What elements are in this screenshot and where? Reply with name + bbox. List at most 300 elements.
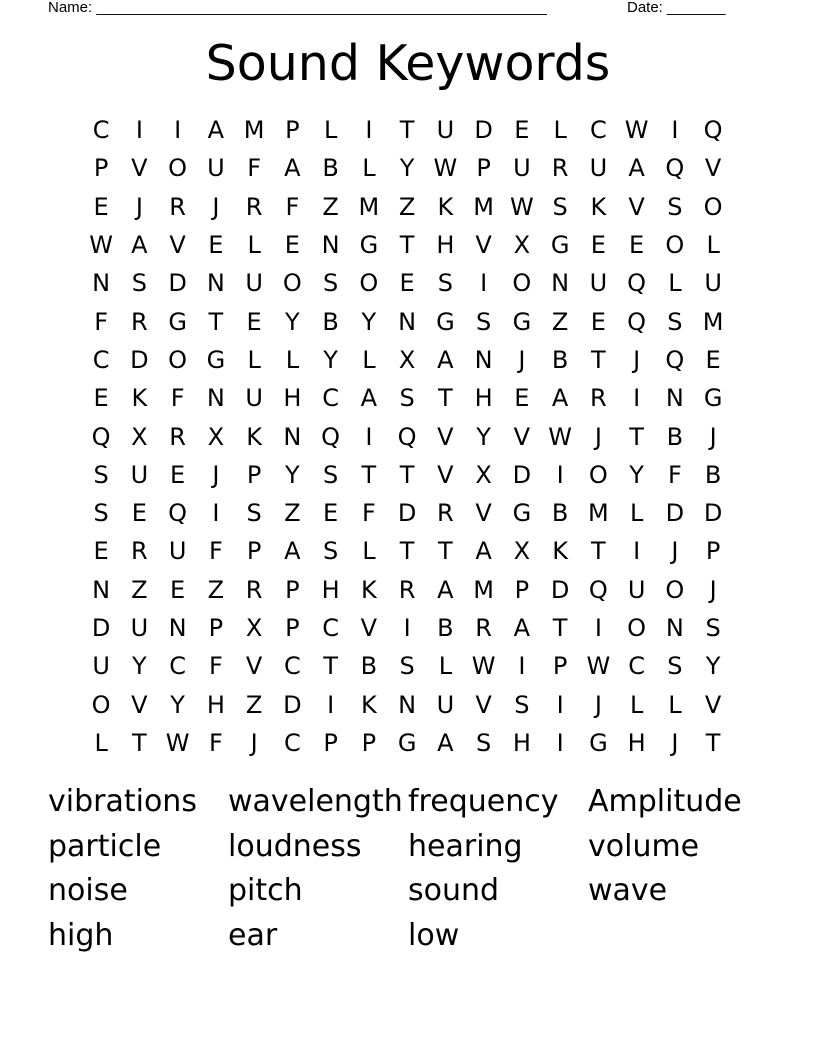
grid-letter: M	[243, 116, 265, 145]
grid-letter: I	[556, 690, 564, 719]
grid-letter: S	[667, 192, 683, 221]
grid-letter: R	[551, 154, 569, 183]
word-bank-item: pitch	[228, 873, 303, 908]
grid-letter: V	[131, 690, 148, 719]
grid-letter: F	[361, 499, 376, 528]
grid-letter: X	[245, 614, 263, 642]
grid-letter: R	[245, 575, 263, 604]
grid-letter: H	[206, 690, 225, 719]
grid-letter: P	[246, 460, 262, 489]
grid-letter: V	[131, 154, 148, 183]
name-field: Name: ______________________________________________________	[48, 0, 547, 16]
grid-letter: P	[476, 154, 491, 183]
grid-letter: A	[513, 614, 531, 642]
grid-letter: Q	[665, 345, 685, 374]
grid-letter: S	[399, 652, 415, 681]
grid-letter: Y	[132, 652, 147, 681]
grid-letter: G	[703, 384, 723, 413]
grid-letter: V	[360, 614, 378, 642]
grid-letter: T	[629, 422, 644, 451]
grid-letter: U	[627, 575, 646, 604]
word-bank-item: vibrations	[48, 784, 197, 819]
grid-letter: Z	[245, 690, 263, 719]
grid-letter: G	[512, 307, 532, 336]
grid-letter: G	[359, 231, 379, 260]
grid-letter: S	[323, 460, 339, 489]
grid-letter: V	[437, 460, 454, 489]
grid-letter: P	[705, 537, 721, 566]
grid-letter: X	[398, 345, 416, 374]
grid-letter: U	[130, 460, 149, 489]
grid-letter: B	[551, 499, 569, 528]
grid-letter: N	[168, 614, 187, 642]
grid-letter: I	[633, 384, 641, 413]
grid-letter: W	[165, 728, 190, 757]
grid-letter: J	[594, 422, 602, 451]
grid-letter: Q	[703, 116, 723, 145]
grid-letter: E	[514, 384, 530, 413]
grid-letter: N	[398, 690, 417, 719]
page-title: Sound Keywords	[205, 35, 611, 92]
grid-letter: A	[284, 154, 301, 183]
grid-letter: L	[629, 499, 644, 528]
grid-letter: O	[282, 269, 302, 298]
grid-letter: L	[668, 269, 682, 298]
grid-letter: T	[323, 652, 338, 681]
grid-letter: S	[323, 537, 339, 566]
grid-letter: Y	[285, 460, 300, 489]
grid-letter: C	[169, 652, 186, 681]
grid-letter: I	[671, 116, 679, 145]
grid-letter: O	[703, 192, 723, 221]
grid-letter: J	[135, 192, 143, 221]
grid-letter: R	[590, 384, 607, 413]
grid-letter: A	[207, 116, 225, 145]
grid-letter: Z	[322, 192, 339, 221]
grid-letter: L	[94, 728, 108, 757]
grid-letter: E	[590, 307, 606, 336]
date-field: Date: _______	[627, 0, 726, 16]
grid-letter: L	[323, 116, 338, 145]
grid-letter: T	[438, 537, 453, 566]
grid-letter: V	[704, 154, 722, 183]
grid-letter: C	[322, 384, 339, 413]
grid-letter: B	[704, 460, 722, 489]
word-bank-item: particle	[48, 828, 162, 864]
grid-letter: W	[624, 116, 649, 145]
grid-letter: N	[474, 345, 493, 374]
grid-letter: I	[480, 269, 488, 298]
grid-letter: P	[246, 537, 262, 566]
grid-letter: P	[285, 614, 300, 642]
grid-letter: J	[212, 192, 220, 221]
word-bank-item: noise	[48, 873, 128, 908]
grid-letter: V	[475, 499, 492, 528]
grid-letter: Y	[476, 422, 491, 451]
grid-letter: J	[594, 690, 602, 719]
grid-letter: B	[437, 614, 454, 642]
grid-letter: S	[476, 307, 492, 336]
grid-letter: T	[591, 537, 606, 566]
grid-letter: E	[284, 231, 300, 260]
grid-letter: U	[513, 154, 531, 183]
grid-letter: Y	[323, 345, 338, 374]
word-bank-item: frequency	[408, 784, 559, 819]
grid-letter: D	[665, 499, 685, 528]
grid-letter: X	[131, 422, 148, 451]
grid-letter: O	[91, 690, 111, 719]
grid-letter: X	[207, 422, 225, 451]
grid-letter: P	[514, 575, 530, 604]
grid-letter: V	[475, 231, 492, 260]
grid-letter: E	[323, 499, 339, 528]
grid-letter: Y	[170, 690, 185, 719]
grid-letter: U	[168, 537, 187, 566]
grid-letter: M	[702, 307, 724, 336]
grid-letter: B	[360, 652, 378, 681]
grid-letter: T	[399, 116, 415, 145]
word-bank-item: loudness	[228, 828, 362, 864]
grid-letter: W	[433, 154, 458, 183]
grid-letter: N	[206, 269, 225, 298]
grid-letter: R	[475, 614, 492, 642]
grid-letter: I	[212, 499, 220, 528]
grid-letter: G	[436, 307, 455, 336]
grid-letter: E	[93, 384, 109, 413]
grid-letter: Y	[361, 307, 377, 336]
grid-letter: T	[399, 537, 415, 566]
grid-letter: S	[667, 307, 683, 336]
grid-letter: L	[629, 690, 644, 719]
grid-letter: N	[665, 384, 684, 413]
word-bank-item: hearing	[408, 828, 523, 864]
grid-letter: S	[93, 460, 109, 489]
grid-letter: Q	[321, 422, 341, 451]
grid-letter: A	[437, 728, 454, 757]
grid-letter: E	[399, 269, 415, 298]
grid-letter: A	[284, 537, 301, 566]
grid-letter: F	[247, 154, 262, 183]
grid-letter: U	[436, 690, 455, 719]
grid-letter: Q	[627, 269, 647, 298]
grid-letter: K	[361, 690, 377, 719]
grid-letter: S	[667, 652, 683, 681]
grid-letter: U	[92, 652, 110, 681]
grid-letter: F	[285, 192, 300, 221]
grid-letter: Z	[284, 499, 301, 528]
grid-letter: O	[665, 231, 685, 260]
grid-letter: J	[633, 345, 641, 374]
grid-letter: O	[627, 614, 647, 642]
grid-letter: K	[246, 422, 262, 451]
grid-letter: F	[170, 384, 185, 413]
grid-letter: C	[322, 614, 339, 642]
grid-letter: O	[665, 575, 685, 604]
grid-letter: T	[208, 307, 224, 336]
grid-letter: P	[93, 154, 109, 183]
grid-letter: Y	[399, 154, 415, 183]
grid-letter: U	[130, 614, 149, 642]
grid-letter: H	[512, 728, 531, 757]
grid-letter: X	[513, 231, 531, 260]
grid-letter: I	[365, 422, 373, 451]
grid-letter: U	[704, 269, 722, 298]
grid-letter: N	[551, 269, 570, 298]
word-bank-item: volume	[588, 828, 700, 864]
grid-letter: L	[362, 537, 376, 566]
grid-letter: B	[322, 154, 339, 183]
grid-letter: Q	[588, 575, 608, 604]
grid-letter: D	[283, 690, 302, 719]
grid-letter: J	[709, 575, 717, 604]
grid-letter: T	[361, 460, 377, 489]
grid-letter: J	[671, 537, 679, 566]
grid-letter: V	[245, 652, 263, 681]
grid-letter: V	[475, 690, 492, 719]
grid-letter: N	[92, 269, 111, 298]
grid-letter: D	[474, 116, 493, 145]
grid-letter: I	[518, 652, 526, 681]
grid-letter: T	[438, 384, 453, 413]
grid-letter: V	[628, 192, 645, 221]
grid-letter: L	[438, 652, 453, 681]
grid-letter: P	[552, 652, 568, 681]
grid-letter: O	[588, 460, 608, 489]
grid-letter: G	[512, 499, 532, 528]
grid-letter: P	[208, 614, 224, 642]
grid-letter: M	[473, 575, 494, 604]
grid-letter: Z	[131, 575, 148, 604]
grid-letter: I	[174, 116, 182, 145]
grid-letter: R	[245, 192, 263, 221]
grid-letter: X	[513, 537, 531, 566]
grid-letter: Q	[168, 499, 188, 528]
header-line	[0, 0, 816, 22]
grid-letter: N	[398, 307, 417, 336]
grid-letter: E	[590, 231, 606, 260]
grid-letter: R	[437, 499, 454, 528]
grid-letter: S	[437, 269, 453, 298]
grid-letter: J	[518, 345, 526, 374]
grid-letter: Z	[207, 575, 225, 604]
grid-letter: L	[706, 231, 720, 260]
grid-letter: E	[170, 460, 186, 489]
grid-letter: Q	[665, 154, 685, 183]
grid-letter: K	[437, 192, 454, 221]
grid-letter: P	[361, 728, 377, 757]
grid-letter: J	[250, 728, 258, 757]
grid-letter: S	[705, 614, 721, 642]
grid-letter: T	[705, 728, 721, 757]
grid-letter: Q	[91, 422, 111, 451]
grid-letter: J	[671, 728, 679, 757]
grid-letter: D	[550, 575, 570, 604]
grid-letter: B	[551, 345, 569, 374]
grid-letter: A	[360, 384, 378, 413]
grid-letter: M	[473, 192, 494, 221]
grid-letter: Y	[629, 460, 644, 489]
grid-letter: G	[206, 345, 226, 374]
grid-letter: S	[93, 499, 109, 528]
grid-letter: L	[362, 345, 376, 374]
grid-letter: C	[628, 652, 645, 681]
grid-letter: E	[246, 307, 262, 336]
grid-letter: S	[552, 192, 568, 221]
grid-letter: D	[130, 345, 149, 374]
grid-letter: W	[89, 231, 113, 260]
grid-letter: C	[92, 116, 110, 145]
grid-letter: N	[283, 422, 302, 451]
grid-letter: P	[285, 116, 300, 145]
grid-letter: A	[437, 575, 454, 604]
grid-letter: C	[283, 728, 301, 757]
grid-letter: E	[629, 231, 645, 260]
grid-letter: B	[322, 307, 339, 336]
word-bank-item: wave	[588, 873, 668, 908]
grid-letter: G	[397, 728, 417, 757]
grid-letter: E	[93, 537, 109, 566]
grid-letter: A	[475, 537, 492, 566]
grid-letter: E	[514, 116, 530, 145]
grid-letter: W	[510, 192, 534, 221]
grid-letter: I	[135, 116, 143, 145]
grid-letter: L	[362, 154, 376, 183]
grid-letter: R	[131, 307, 148, 336]
grid-letter: D	[703, 499, 723, 528]
grid-letter: E	[131, 499, 147, 528]
grid-letter: F	[94, 307, 109, 336]
grid-letter: O	[512, 269, 532, 298]
grid-letter: V	[513, 422, 531, 451]
grid-letter: F	[208, 652, 223, 681]
grid-letter: V	[437, 422, 454, 451]
word-bank-item: wavelength	[228, 784, 403, 819]
grid-letter: D	[397, 499, 417, 528]
grid-letter: T	[399, 460, 415, 489]
grid-letter: D	[512, 460, 532, 489]
grid-letter: X	[475, 460, 492, 489]
grid-letter: M	[588, 499, 609, 528]
grid-letter: H	[436, 231, 455, 260]
grid-letter: I	[403, 614, 411, 642]
grid-letter: G	[168, 307, 187, 336]
grid-letter: Q	[627, 307, 647, 336]
grid-letter: T	[552, 614, 568, 642]
grid-letter: I	[556, 728, 564, 757]
word-bank-item: high	[48, 917, 114, 953]
grid-letter: G	[550, 231, 570, 260]
grid-letter: K	[552, 537, 568, 566]
grid-letter: K	[131, 384, 148, 413]
grid-letter: A	[628, 154, 645, 183]
grid-letter: T	[132, 728, 147, 757]
grid-letter: W	[471, 652, 496, 681]
grid-letter: R	[131, 537, 148, 566]
grid-letter: H	[321, 575, 340, 604]
grid-letter: I	[633, 537, 641, 566]
grid-letter: E	[93, 192, 109, 221]
grid-letter: U	[207, 154, 225, 183]
grid-letter: N	[665, 614, 684, 642]
word-bank-item: Amplitude	[588, 784, 742, 819]
word-bank-item: sound	[408, 873, 500, 908]
grid-letter: S	[514, 690, 530, 719]
grid-letter: L	[553, 116, 567, 145]
grid-letter: L	[247, 345, 261, 374]
grid-letter: C	[589, 116, 607, 145]
word-bank-item: ear	[228, 917, 278, 953]
grid-letter: T	[591, 345, 606, 374]
grid-letter: R	[398, 575, 416, 604]
grid-letter: F	[208, 728, 223, 757]
grid-letter: W	[548, 422, 572, 451]
grid-letter: U	[245, 384, 263, 413]
grid-letter: C	[283, 652, 301, 681]
grid-letter: H	[627, 728, 646, 757]
grid-letter: H	[474, 384, 493, 413]
grid-letter: N	[321, 231, 340, 260]
grid-letter: I	[556, 460, 564, 489]
grid-letter: D	[91, 614, 111, 642]
grid-letter: B	[666, 422, 684, 451]
grid-letter: H	[283, 384, 302, 413]
grid-letter: M	[358, 192, 380, 221]
grid-letter: G	[589, 728, 608, 757]
grid-letter: T	[399, 231, 415, 260]
grid-letter: O	[168, 154, 188, 183]
grid-letter: C	[92, 345, 110, 374]
grid-letter: P	[285, 575, 300, 604]
grid-letter: I	[594, 614, 602, 642]
grid-letter: L	[285, 345, 300, 374]
grid-letter: A	[437, 345, 454, 374]
grid-letter: Z	[551, 307, 569, 336]
grid-letter: S	[131, 269, 147, 298]
grid-letter: Y	[705, 652, 721, 681]
word-bank-item: low	[408, 917, 460, 953]
grid-letter: U	[245, 269, 263, 298]
grid-letter: F	[667, 460, 682, 489]
grid-letter: I	[365, 116, 373, 145]
grid-letter: N	[206, 384, 225, 413]
grid-letter: O	[168, 345, 188, 374]
grid-letter: I	[327, 690, 335, 719]
grid-letter: J	[212, 460, 220, 489]
grid-letter: P	[323, 728, 338, 757]
grid-letter: V	[169, 231, 186, 260]
grid-letter: N	[92, 575, 111, 604]
grid-letter: U	[589, 154, 608, 183]
grid-letter: Z	[398, 192, 416, 221]
grid-letter: O	[359, 269, 379, 298]
grid-letter: W	[586, 652, 611, 681]
grid-letter: S	[476, 728, 492, 757]
grid-letter: S	[323, 269, 339, 298]
grid-letter: E	[208, 231, 224, 260]
grid-letter: S	[399, 384, 415, 413]
grid-letter: R	[169, 422, 186, 451]
grid-letter: A	[131, 231, 148, 260]
grid-letter: F	[208, 537, 223, 566]
grid-letter: V	[704, 690, 722, 719]
grid-letter: K	[361, 575, 377, 604]
grid-letter: S	[246, 499, 262, 528]
grid-letter: E	[705, 345, 721, 374]
grid-letter: J	[709, 422, 717, 451]
grid-letter: Q	[397, 422, 417, 451]
letter-grid	[82, 111, 732, 762]
grid-letter: A	[551, 384, 569, 413]
